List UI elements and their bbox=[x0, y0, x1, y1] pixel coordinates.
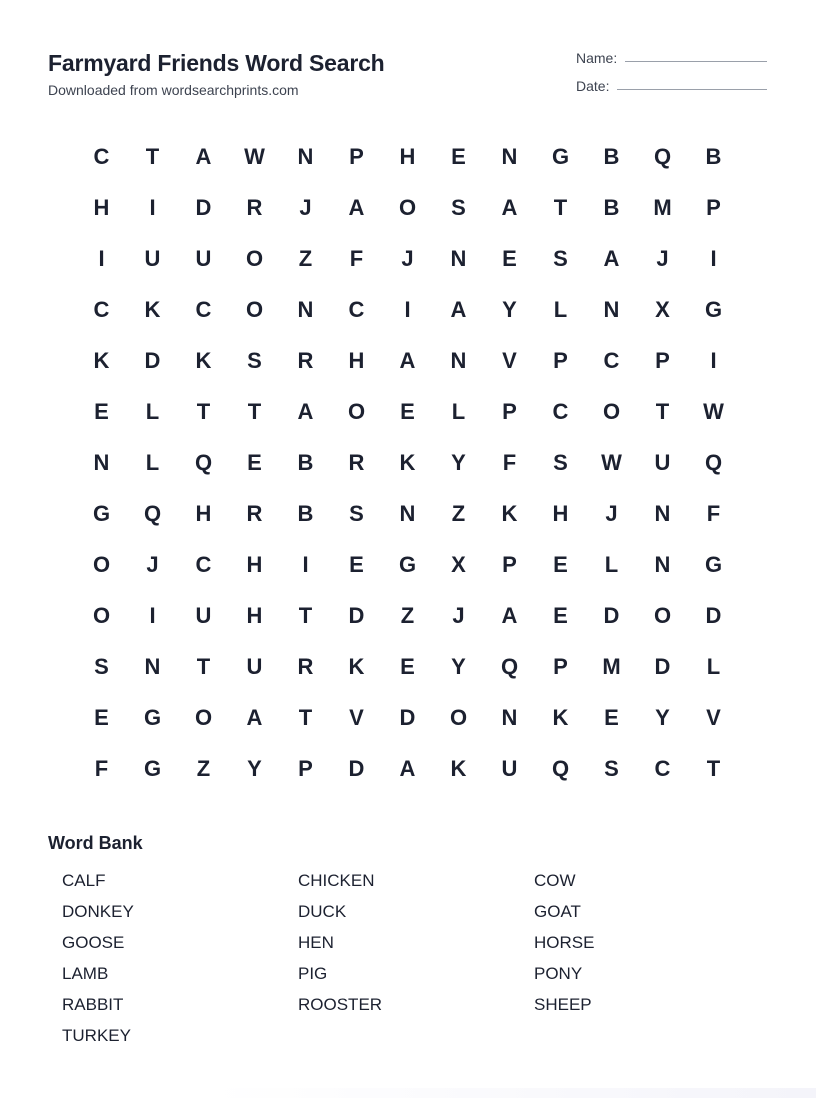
grid-letter: R bbox=[297, 347, 314, 373]
grid-letter: T bbox=[706, 755, 721, 781]
grid-letter: G bbox=[704, 551, 723, 577]
grid-letter: F bbox=[349, 245, 364, 271]
word-bank-item: GOOSE bbox=[62, 933, 125, 952]
grid-letter: E bbox=[400, 653, 415, 679]
grid-letter: L bbox=[553, 296, 568, 322]
grid-letter: I bbox=[302, 551, 309, 577]
grid-letter: A bbox=[603, 245, 620, 271]
grid-letter: L bbox=[604, 551, 619, 577]
grid-letter: Z bbox=[451, 500, 466, 526]
grid-letter: Q bbox=[500, 653, 519, 679]
grid-letter: K bbox=[450, 755, 467, 781]
grid-letter: Q bbox=[194, 449, 213, 475]
grid-letter: C bbox=[195, 551, 212, 577]
word-bank-item: DONKEY bbox=[62, 902, 134, 921]
grid-letter: P bbox=[706, 194, 721, 220]
grid-letter: U bbox=[654, 449, 671, 475]
grid-letter: Q bbox=[653, 143, 672, 169]
name-line bbox=[625, 60, 767, 62]
grid-letter: E bbox=[247, 449, 262, 475]
grid-letter: D bbox=[654, 653, 671, 679]
grid-letter: X bbox=[451, 551, 466, 577]
grid-letter: H bbox=[552, 500, 569, 526]
word-bank-item: PONY bbox=[534, 964, 583, 983]
word-bank-item: DUCK bbox=[298, 902, 347, 921]
grid-letter: S bbox=[604, 755, 619, 781]
grid-letter: W bbox=[703, 398, 724, 424]
grid-letter: B bbox=[705, 143, 722, 169]
grid-letter: B bbox=[297, 500, 314, 526]
grid-letter: A bbox=[399, 347, 416, 373]
word-bank-item: SHEEP bbox=[534, 995, 592, 1014]
name-label: Name: bbox=[576, 50, 618, 66]
grid-letter: E bbox=[451, 143, 466, 169]
grid-letter: A bbox=[246, 704, 263, 730]
grid-letter: K bbox=[144, 296, 161, 322]
grid-letter: M bbox=[653, 194, 672, 220]
grid-letter: C bbox=[654, 755, 671, 781]
grid-letter: C bbox=[348, 296, 365, 322]
grid-letter: S bbox=[349, 500, 364, 526]
grid-letter: Y bbox=[502, 296, 517, 322]
word-bank-item: CHICKEN bbox=[298, 871, 375, 890]
word-bank-item: ROOSTER bbox=[298, 995, 383, 1014]
grid-letter: C bbox=[195, 296, 212, 322]
grid-letter: L bbox=[451, 398, 466, 424]
grid-letter: Z bbox=[400, 602, 415, 628]
word-bank-item: HEN bbox=[298, 933, 334, 952]
grid-letter: V bbox=[706, 704, 721, 730]
grid-letter: Q bbox=[143, 500, 162, 526]
grid-letter: H bbox=[246, 602, 263, 628]
grid-letter: D bbox=[705, 602, 722, 628]
grid-letter: O bbox=[347, 398, 366, 424]
grid-letter: C bbox=[93, 296, 110, 322]
grid-letter: P bbox=[349, 143, 364, 169]
grid-letter: E bbox=[502, 245, 517, 271]
grid-letter: O bbox=[602, 398, 621, 424]
grid-letter: W bbox=[601, 449, 622, 475]
grid-letter: I bbox=[404, 296, 411, 322]
grid-letter: O bbox=[92, 551, 111, 577]
word-bank-item: COW bbox=[534, 871, 576, 890]
name-field bbox=[576, 50, 767, 66]
grid-letter: V bbox=[349, 704, 364, 730]
grid-letter: Y bbox=[655, 704, 670, 730]
grid-letter: O bbox=[245, 296, 264, 322]
grid-letter: Z bbox=[298, 245, 313, 271]
grid-letter: N bbox=[297, 143, 314, 169]
word-bank-item: CALF bbox=[62, 871, 106, 890]
grid-letter: C bbox=[603, 347, 620, 373]
grid-letter: O bbox=[194, 704, 213, 730]
grid-letter: K bbox=[348, 653, 365, 679]
grid-letter: J bbox=[299, 194, 312, 220]
date-line bbox=[617, 88, 767, 90]
grid-letter: A bbox=[450, 296, 467, 322]
grid-letter: K bbox=[552, 704, 569, 730]
grid-letter: P bbox=[298, 755, 313, 781]
grid-letter: T bbox=[196, 398, 211, 424]
grid-letter: U bbox=[195, 602, 212, 628]
grid-letter: H bbox=[93, 194, 110, 220]
grid-letter: Z bbox=[196, 755, 211, 781]
grid-letter: B bbox=[603, 194, 620, 220]
grid-letter: Q bbox=[551, 755, 570, 781]
grid-letter: J bbox=[401, 245, 414, 271]
grid-letter: T bbox=[145, 143, 160, 169]
grid-letter: I bbox=[149, 602, 156, 628]
grid-letter: L bbox=[706, 653, 721, 679]
grid-letter: J bbox=[656, 245, 669, 271]
grid-letter: P bbox=[655, 347, 670, 373]
grid-letter: H bbox=[348, 347, 365, 373]
grid-letter: T bbox=[553, 194, 568, 220]
grid-letter: E bbox=[553, 551, 568, 577]
grid-letter: H bbox=[246, 551, 263, 577]
letter-grid bbox=[76, 131, 740, 794]
grid-letter: G bbox=[143, 704, 162, 730]
grid-letter: A bbox=[399, 755, 416, 781]
grid-letter: C bbox=[552, 398, 569, 424]
grid-letter: T bbox=[298, 704, 313, 730]
grid-letter: S bbox=[247, 347, 262, 373]
date-label: Date: bbox=[576, 78, 610, 94]
grid-letter: D bbox=[603, 602, 620, 628]
grid-letter: U bbox=[195, 245, 212, 271]
grid-letter: N bbox=[450, 347, 467, 373]
grid-letter: A bbox=[501, 602, 518, 628]
grid-letter: I bbox=[710, 245, 717, 271]
grid-letter: N bbox=[144, 653, 161, 679]
grid-letter: Y bbox=[247, 755, 262, 781]
grid-letter: Y bbox=[451, 653, 466, 679]
grid-letter: D bbox=[348, 602, 365, 628]
grid-letter: Q bbox=[704, 449, 723, 475]
page-title: Farmyard Friends Word Search bbox=[48, 50, 385, 76]
grid-letter: E bbox=[400, 398, 415, 424]
grid-letter: P bbox=[553, 347, 568, 373]
grid-letter: I bbox=[710, 347, 717, 373]
grid-letter: P bbox=[502, 398, 517, 424]
grid-letter: R bbox=[246, 500, 263, 526]
grid-letter: T bbox=[655, 398, 670, 424]
grid-letter: A bbox=[501, 194, 518, 220]
grid-letter: J bbox=[605, 500, 618, 526]
grid-letter: U bbox=[246, 653, 263, 679]
grid-letter: R bbox=[348, 449, 365, 475]
word-bank-item: HORSE bbox=[534, 933, 595, 952]
grid-letter: N bbox=[603, 296, 620, 322]
grid-letter: S bbox=[553, 245, 568, 271]
grid-letter: O bbox=[449, 704, 468, 730]
grid-letter: A bbox=[195, 143, 212, 169]
grid-letter: G bbox=[551, 143, 570, 169]
grid-letter: F bbox=[502, 449, 517, 475]
grid-letter: O bbox=[245, 245, 264, 271]
grid-letter: N bbox=[501, 143, 518, 169]
grid-letter: I bbox=[149, 194, 156, 220]
grid-letter: K bbox=[501, 500, 518, 526]
grid-letter: B bbox=[603, 143, 620, 169]
grid-letter: U bbox=[144, 245, 161, 271]
grid-letter: D bbox=[195, 194, 212, 220]
grid-letter: P bbox=[553, 653, 568, 679]
word-bank bbox=[62, 866, 782, 1052]
grid-letter: S bbox=[94, 653, 109, 679]
page-subtitle: Downloaded from wordsearchprints.com bbox=[48, 82, 299, 98]
grid-letter: K bbox=[195, 347, 212, 373]
word-bank-item: LAMB bbox=[62, 964, 109, 983]
grid-letter: T bbox=[247, 398, 262, 424]
grid-letter: G bbox=[143, 755, 162, 781]
grid-letter: C bbox=[93, 143, 110, 169]
grid-letter: L bbox=[145, 449, 160, 475]
grid-letter: N bbox=[399, 500, 416, 526]
grid-letter: A bbox=[348, 194, 365, 220]
grid-letter: J bbox=[452, 602, 465, 628]
grid-letter: E bbox=[94, 704, 109, 730]
grid-letter: X bbox=[655, 296, 670, 322]
grid-letter: K bbox=[399, 449, 416, 475]
grid-letter: N bbox=[297, 296, 314, 322]
word-bank-item: PIG bbox=[298, 964, 328, 983]
grid-letter: W bbox=[244, 143, 265, 169]
grid-letter: S bbox=[451, 194, 466, 220]
word-bank-item: GOAT bbox=[534, 902, 581, 921]
grid-letter: E bbox=[94, 398, 109, 424]
grid-letter: R bbox=[246, 194, 263, 220]
grid-letter: D bbox=[348, 755, 365, 781]
grid-letter: J bbox=[146, 551, 159, 577]
grid-letter: N bbox=[501, 704, 518, 730]
grid-letter: N bbox=[654, 500, 671, 526]
grid-letter: E bbox=[349, 551, 364, 577]
word-bank-item: RABBIT bbox=[62, 995, 124, 1014]
grid-letter: T bbox=[196, 653, 211, 679]
grid-letter: I bbox=[98, 245, 105, 271]
grid-letter: H bbox=[195, 500, 212, 526]
word-bank-item: TURKEY bbox=[62, 1026, 131, 1045]
grid-letter: A bbox=[297, 398, 314, 424]
page-edge-shade bbox=[210, 1088, 816, 1098]
word-bank-title: Word Bank bbox=[48, 833, 143, 853]
grid-letter: L bbox=[145, 398, 160, 424]
grid-letter: B bbox=[297, 449, 314, 475]
grid-letter: E bbox=[553, 602, 568, 628]
grid-letter: T bbox=[298, 602, 313, 628]
grid-letter: O bbox=[92, 602, 111, 628]
grid-letter: O bbox=[653, 602, 672, 628]
grid-letter: K bbox=[93, 347, 110, 373]
grid-letter: U bbox=[501, 755, 518, 781]
grid-letter: D bbox=[144, 347, 161, 373]
grid-letter: F bbox=[706, 500, 721, 526]
grid-letter: V bbox=[502, 347, 517, 373]
grid-letter: F bbox=[94, 755, 109, 781]
grid-letter: Y bbox=[451, 449, 466, 475]
grid-letter: G bbox=[398, 551, 417, 577]
grid-letter: G bbox=[704, 296, 723, 322]
grid-letter: P bbox=[502, 551, 517, 577]
grid-letter: S bbox=[553, 449, 568, 475]
grid-letter: D bbox=[399, 704, 416, 730]
grid-letter: G bbox=[92, 500, 111, 526]
grid-letter: N bbox=[450, 245, 467, 271]
grid-letter: O bbox=[398, 194, 417, 220]
grid-letter: N bbox=[93, 449, 110, 475]
date-field bbox=[576, 78, 767, 94]
grid-letter: E bbox=[604, 704, 619, 730]
grid-letter: H bbox=[399, 143, 416, 169]
grid-letter: N bbox=[654, 551, 671, 577]
grid-letter: M bbox=[602, 653, 621, 679]
grid-letter: R bbox=[297, 653, 314, 679]
